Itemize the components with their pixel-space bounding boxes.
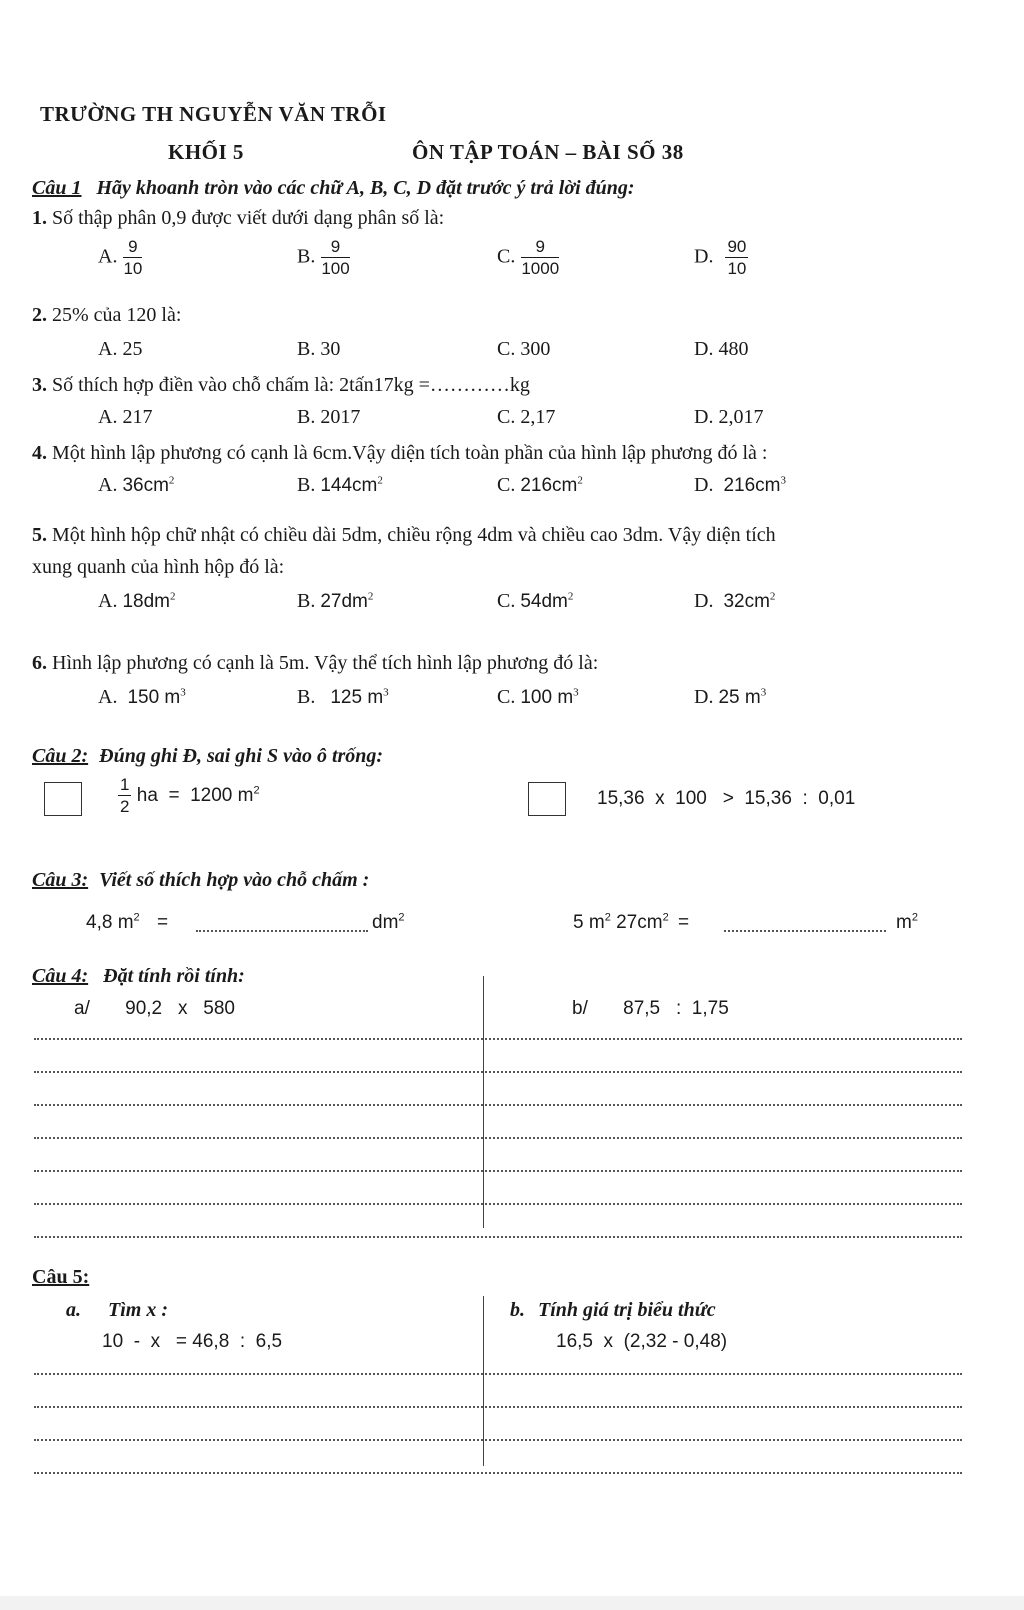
q5-answer-line[interactable] xyxy=(34,1439,962,1441)
q1-item-5-line2: xung quanh của hình hộp đó là: xyxy=(32,556,285,578)
option-exponent: 3 xyxy=(780,474,786,487)
option-letter: D. xyxy=(694,245,714,268)
option-letter: C. xyxy=(497,245,516,268)
option-1b[interactable] xyxy=(297,238,350,278)
item-text: Số thích hợp điền vào chỗ chấm là: 2tấn17kg =…………kg xyxy=(52,374,530,396)
option-exponent: 2 xyxy=(567,590,574,603)
q5-answer-line[interactable] xyxy=(34,1472,962,1474)
answer-box-left[interactable] xyxy=(44,782,82,816)
option-value: 216cm xyxy=(520,475,578,496)
q1-item-6 xyxy=(32,652,598,675)
item-text: 25% của 120 là: xyxy=(52,304,182,326)
fraction-numerator: 9 xyxy=(521,238,559,258)
option-exponent: 2 xyxy=(377,474,383,487)
option-3a[interactable]: A. 217 xyxy=(98,406,153,428)
option-value: 27dm xyxy=(320,591,368,612)
option-letter: B. xyxy=(297,686,316,708)
part-title: Tính giá trị biểu thức xyxy=(538,1299,716,1321)
option-value: 150 m xyxy=(127,687,181,708)
fraction-denominator: 1000 xyxy=(521,258,560,278)
option-1c[interactable] xyxy=(497,238,559,278)
option-exponent: 3 xyxy=(383,686,389,699)
option-value: 25 m xyxy=(718,687,761,708)
fraction-numerator: 1 xyxy=(120,775,130,794)
item-number: 6. xyxy=(32,652,47,674)
q2-right-statement: 15,36 x 100 > 15,36 : 0,01 xyxy=(597,788,856,809)
q5-b-expression: 16,5 x (2,32 - 0,48) xyxy=(556,1331,728,1352)
unit-text: m xyxy=(896,912,912,933)
q4-heading xyxy=(32,965,245,988)
grade-label: KHỐI 5 xyxy=(168,140,244,164)
part-label: a. xyxy=(66,1299,81,1321)
q1-item-1 xyxy=(32,207,444,230)
fraction xyxy=(521,238,559,278)
part-expression: 90,2 x 580 xyxy=(125,998,235,1019)
item-text: Hình lập phương có cạnh là 5m. Vậy thể tích hình lập phương đó là: xyxy=(52,652,599,674)
item-text: Số thập phân 0,9 được viết dưới dạng phân số là: xyxy=(52,207,445,229)
option-4d[interactable] xyxy=(694,474,786,497)
q4-answer-line[interactable] xyxy=(34,1236,962,1238)
fraction-denominator: 10 xyxy=(123,258,143,278)
page-bottom-edge xyxy=(0,1596,1024,1610)
q2-heading xyxy=(32,745,383,768)
q4-answer-line[interactable] xyxy=(34,1104,962,1106)
option-exponent: 2 xyxy=(769,590,776,603)
option-letter: C. xyxy=(497,474,516,496)
q5-a-title xyxy=(66,1299,168,1322)
option-value: 54dm xyxy=(520,591,568,612)
option-letter: B. xyxy=(297,590,316,612)
unit-exponent: 2 xyxy=(398,911,405,924)
item-number: 3. xyxy=(32,374,47,396)
fraction xyxy=(725,238,748,278)
expr-value: 27cm xyxy=(610,912,663,933)
part-label: a/ xyxy=(74,998,90,1019)
option-4b[interactable] xyxy=(297,474,383,497)
q5-a-expression: 10 - x = 46,8 : 6,5 xyxy=(102,1331,283,1352)
q4-instruction: Đặt tính rồi tính: xyxy=(103,965,245,987)
equals-sign: = xyxy=(156,912,169,933)
q4-a xyxy=(74,998,235,1020)
q5-answer-line[interactable] xyxy=(34,1373,962,1375)
equals-sign: = xyxy=(677,912,690,933)
item-number: 2. xyxy=(32,304,47,326)
option-letter: A. xyxy=(98,686,118,708)
option-letter: D. xyxy=(694,590,714,612)
option-5d[interactable] xyxy=(694,590,775,613)
fraction xyxy=(118,776,131,816)
option-letter: D. xyxy=(694,686,714,708)
q5-b-title xyxy=(510,1299,716,1322)
item-text: Một hình lập phương có cạnh là 6cm.Vậy diện tích toàn phần của hình lập phương đó là : xyxy=(52,442,768,464)
expr-exponent: 2 xyxy=(662,911,669,924)
statement-text: ha = 1200 m xyxy=(136,784,254,806)
option-letter: B. xyxy=(297,245,316,268)
part-label: b. xyxy=(510,1299,525,1321)
option-exponent: 2 xyxy=(168,474,175,487)
option-2a[interactable]: A. 25 xyxy=(98,338,143,360)
option-letter: C. xyxy=(497,686,516,708)
q4-divider xyxy=(483,976,484,1228)
fraction-numerator: 9 xyxy=(321,238,349,258)
option-exponent: 2 xyxy=(169,590,176,603)
q1-heading xyxy=(32,177,635,200)
q3-left-blank[interactable] xyxy=(196,930,368,932)
fraction-denominator: 10 xyxy=(727,258,747,278)
option-value: 18dm xyxy=(122,591,170,612)
q3-left-expr xyxy=(86,912,168,934)
option-6c[interactable] xyxy=(497,686,579,709)
option-value: 32cm xyxy=(723,591,770,612)
option-5c[interactable] xyxy=(497,590,573,613)
option-2c[interactable]: C. 300 xyxy=(497,338,551,360)
option-6a[interactable] xyxy=(98,686,186,709)
expr-exponent: 2 xyxy=(604,911,611,924)
option-exponent: 3 xyxy=(180,686,186,699)
option-3d[interactable]: D. 2,017 xyxy=(694,406,764,428)
option-letter: A. xyxy=(98,590,118,612)
option-value: 125 m xyxy=(330,687,384,708)
option-1a[interactable] xyxy=(98,238,142,278)
q2-instruction: Đúng ghi Đ, sai ghi S vào ô trống: xyxy=(99,745,384,767)
option-2b[interactable]: B. 30 xyxy=(297,338,341,360)
option-2d[interactable]: D. 480 xyxy=(694,338,749,360)
q2-label: Câu 2: xyxy=(32,745,89,767)
part-expression: 87,5 : 1,75 xyxy=(623,998,729,1019)
option-letter: C. xyxy=(497,590,516,612)
option-letter: B. xyxy=(297,474,316,496)
option-3b[interactable]: B. 2017 xyxy=(297,406,361,428)
fraction-denominator: 2 xyxy=(120,796,130,816)
q4-answer-line[interactable] xyxy=(34,1038,962,1040)
option-5b[interactable] xyxy=(297,590,373,613)
option-exponent: 3 xyxy=(573,686,579,699)
q4-answer-line[interactable] xyxy=(34,1071,962,1073)
school-name: TRƯỜNG TH NGUYỄN VĂN TRỖI xyxy=(40,102,387,126)
option-1d[interactable] xyxy=(694,238,748,278)
q5-label: Câu 5: xyxy=(32,1266,90,1288)
q3-right-blank[interactable] xyxy=(724,930,886,932)
item-number: 5. xyxy=(32,524,47,546)
page-title: ÔN TẬP TOÁN – BÀI SỐ 38 xyxy=(412,140,684,164)
q1-label: Câu 1 xyxy=(32,177,82,199)
option-letter: D. xyxy=(694,474,714,496)
fraction xyxy=(123,238,142,278)
statement-exponent: 2 xyxy=(253,784,260,797)
expr-value: 4,8 m xyxy=(86,912,134,933)
q4-b xyxy=(572,998,729,1020)
q3-instruction: Viết số thích hợp vào chỗ chấm : xyxy=(99,869,370,891)
q5-answer-line[interactable] xyxy=(34,1406,962,1408)
option-6d[interactable] xyxy=(694,686,766,709)
option-3c[interactable]: C. 2,17 xyxy=(497,406,556,428)
item-number: 4. xyxy=(32,442,47,464)
q3-left-unit xyxy=(372,912,405,934)
option-exponent: 2 xyxy=(367,590,374,603)
fraction xyxy=(321,238,349,278)
q4-answer-line[interactable] xyxy=(34,1203,962,1205)
fraction-numerator: 90 xyxy=(727,237,747,256)
q4-answer-line[interactable] xyxy=(34,1170,962,1172)
option-exponent: 3 xyxy=(760,686,767,699)
fraction-denominator: 100 xyxy=(321,258,350,278)
part-label: b/ xyxy=(572,998,588,1019)
part-title: Tìm x : xyxy=(108,1299,168,1321)
q3-heading xyxy=(32,869,369,892)
option-value: 216cm xyxy=(723,475,781,496)
option-value: 100 m xyxy=(520,687,574,708)
option-5a[interactable] xyxy=(98,590,175,613)
option-letter: A. xyxy=(98,474,118,496)
q2-left-statement xyxy=(118,776,260,816)
option-value: 36cm xyxy=(122,475,169,496)
expr-value: 5 m xyxy=(573,912,605,933)
option-letter: A. xyxy=(98,245,118,268)
unit-exponent: 2 xyxy=(911,911,918,924)
unit-text: dm xyxy=(372,912,399,933)
q3-right-expr xyxy=(573,912,689,934)
q4-answer-line[interactable] xyxy=(34,1137,962,1139)
answer-box-right[interactable] xyxy=(528,782,566,816)
option-4a[interactable] xyxy=(98,474,174,497)
q1-item-3 xyxy=(32,374,530,397)
q3-right-unit xyxy=(896,912,918,934)
q3-label: Câu 3: xyxy=(32,869,89,891)
q1-item-2 xyxy=(32,304,181,327)
q1-item-4 xyxy=(32,442,767,465)
option-6b[interactable] xyxy=(297,686,389,709)
q1-instruction: Hãy khoanh tròn vào các chữ A, B, C, D đặt trước ý trả lời đúng: xyxy=(96,177,635,199)
option-value: 144cm xyxy=(320,475,378,496)
item-number: 1. xyxy=(32,207,47,229)
fraction-numerator: 9 xyxy=(123,238,142,258)
option-exponent: 2 xyxy=(577,474,583,487)
item-text: Một hình hộp chữ nhật có chiều dài 5dm, chiều rộng 4dm và chiều cao 3dm. Vậy diện tích xyxy=(52,524,776,546)
q1-item-5 xyxy=(32,524,776,547)
q4-label: Câu 4: xyxy=(32,965,89,987)
expr-exponent: 2 xyxy=(133,911,140,924)
option-4c[interactable] xyxy=(497,474,583,497)
